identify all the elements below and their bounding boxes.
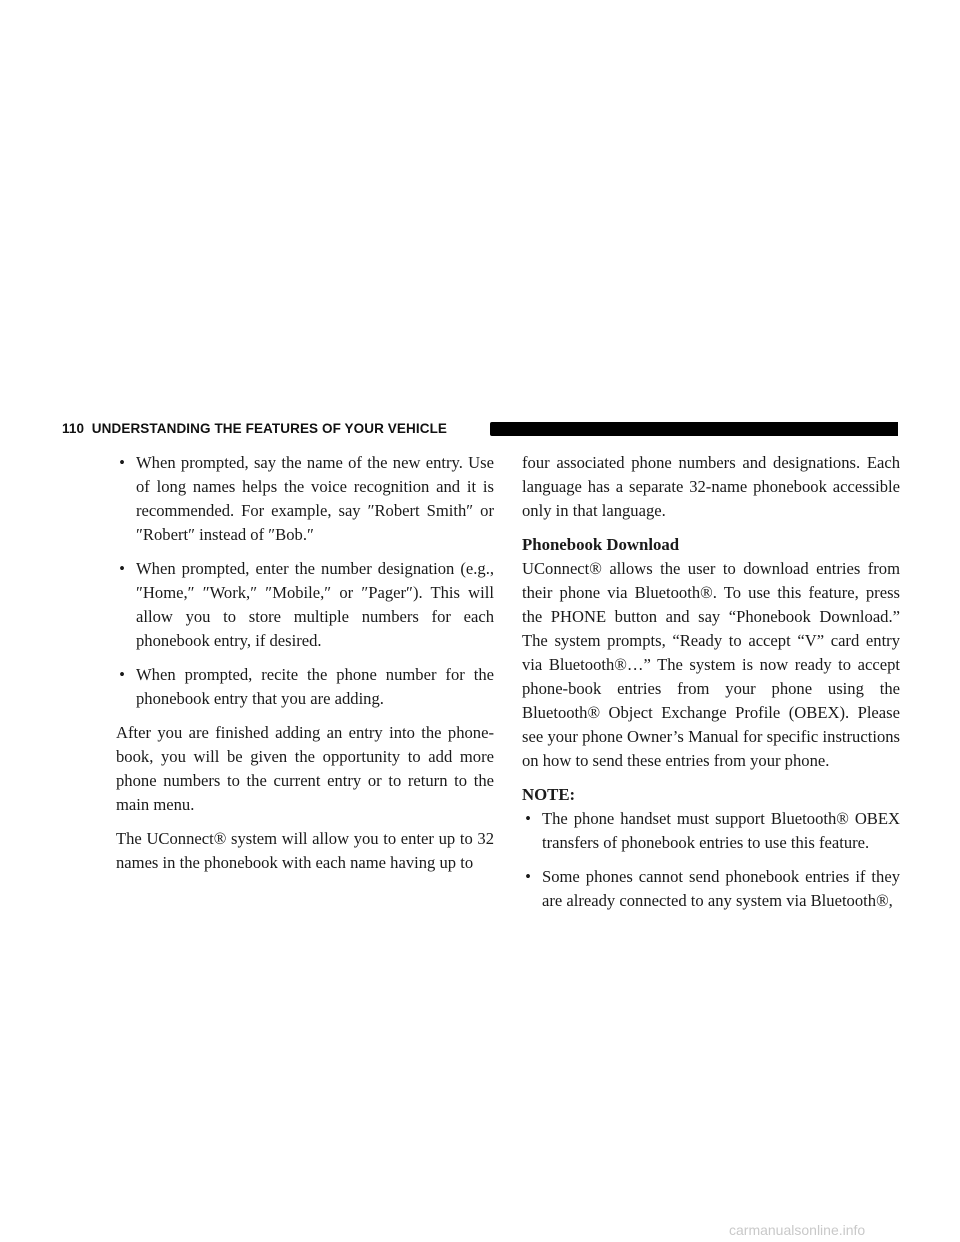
bullet-text: When prompted, say the name of the new entry. Use of long names helps the voice recognition and it is recommended. For example, say ″Robert Smith″ or ″Robert″ instead of ″Bob.″	[136, 453, 494, 544]
body-paragraph: After you are finished adding an entry into the phone-book, you will be given the opportunity to add more phone numbers to the current entry or to return to the main menu.	[116, 723, 494, 814]
bullet-item	[116, 663, 494, 711]
note-bullet-item	[522, 807, 900, 855]
bullet-icon: •	[119, 559, 125, 578]
right-column	[522, 451, 900, 913]
header-text	[62, 420, 447, 438]
header-bar	[490, 422, 898, 436]
body-paragraph: UConnect® allows the user to download entries from their phone via Bluetooth®. To use this feature, press the PHONE button and say “Phonebook Download.” The system prompts, “Ready to accept “V” card entry via Bluetooth®…” The system is now ready to accept phone-book entries from your phone using the Bluetooth® Object Exchange Profile (OBEX). Please see your phone Owner’s Manual for specific instructions on how to send these entries from your phone.	[522, 559, 900, 770]
note-bullet-item	[522, 865, 900, 913]
left-column	[116, 451, 494, 885]
bullet-item	[116, 451, 494, 547]
bullet-icon: •	[119, 453, 125, 472]
continuation-paragraph: four associated phone numbers and designations. Each language has a separate 32-name phonebook accessible only in that language.	[522, 453, 900, 520]
section-heading: Phonebook Download	[522, 535, 680, 554]
bullet-text: When prompted, recite the phone number for the phonebook entry that you are adding.	[136, 665, 494, 708]
body-paragraph: The UConnect® system will allow you to enter up to 32 names in the phonebook with each name having up to	[116, 829, 494, 872]
section-title: UNDERSTANDING THE FEATURES OF YOUR VEHICLE	[91, 421, 448, 436]
bullet-icon: •	[119, 665, 125, 684]
bullet-item	[116, 557, 494, 653]
bullet-text: When prompted, enter the number designation (e.g., ″Home,″ ″Work,″ ″Mobile,″ or ″Pager″). This will allow you to store multiple numbers for each phonebook entry, if desired.	[136, 559, 494, 650]
bullet-text: The phone handset must support Bluetooth® OBEX transfers of phonebook entries to use this feature.	[542, 809, 900, 852]
page-number: 110	[62, 421, 85, 436]
note-label: NOTE:	[522, 785, 576, 804]
bullet-icon: •	[525, 809, 531, 828]
watermark: carmanualsonline.info	[729, 1222, 866, 1238]
page-header	[62, 419, 898, 439]
bullet-icon: •	[525, 867, 531, 886]
bullet-text: Some phones cannot send phonebook entries if they are already connected to any system via Bluetooth®,	[542, 867, 900, 910]
